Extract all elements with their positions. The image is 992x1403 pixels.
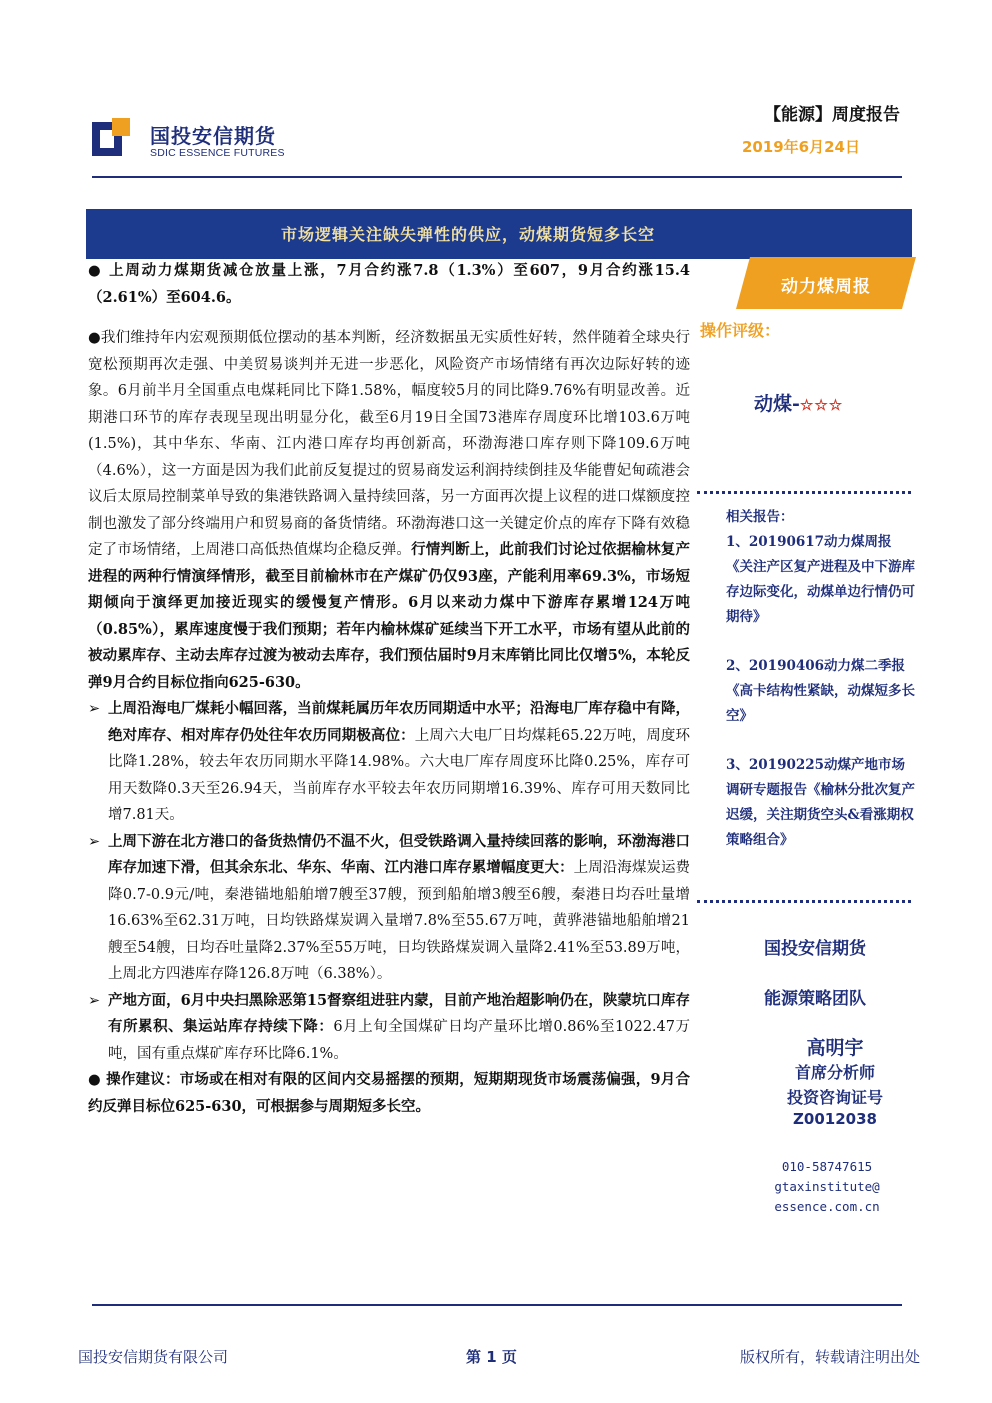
summary-text: ● 上周动力煤期货减仓放量上涨，7月合约涨7.8（1.3%）至607，9月合约涨15.4（2.61%）至604.6。 [88, 262, 690, 306]
logo-chinese-name: 国投安信期货 [150, 124, 276, 148]
footer-divider [92, 1304, 902, 1306]
analysis-paragraph [88, 325, 690, 696]
production-text: 6月上旬全国煤矿日均产量环比增0.86%至1022.47万吨，国有重点煤矿库存环比降6.1%。 [108, 1019, 691, 1062]
report-date: 2019年6月24日 [741, 138, 860, 156]
power-plant-section [88, 696, 690, 829]
weekly-report-tag-label: 动力煤周报 [781, 277, 871, 297]
contact-email-line1[interactable]: gtaxinstitute@ [774, 1179, 880, 1194]
company-logo-icon [92, 118, 136, 156]
analyst-name: 高明宇 [806, 1037, 864, 1059]
contact-email-line2[interactable]: essence.com.cn [774, 1199, 880, 1214]
port-text: 上周沿海煤炭运费降0.7-0.9元/吨，秦港锚地船舶增7艘至37艘，预到船舶增3艘至6艘，秦港日均吞吐量增16.63%至62.31万吨，日均铁路煤炭调入量增7.8%至55.67万吨，黄骅港锚地船舶增21艘至54艘，日均吞吐量降2.37%至55万吨，日均铁路煤炭调入量降2.41%至53.89万吨，上周北方四港库存降126.8万吨（6.38%）。 [108, 860, 690, 982]
logo-english-name: SDIC ESSENCE FUTURES [150, 147, 285, 159]
license-label: 投资咨询证号 [786, 1088, 883, 1107]
related-reports [726, 505, 916, 877]
related-report-item[interactable]: 1、20190617动力煤周报《关注产区复产进程及中下游库存边际变化，动煤单边行情仍可期待》 [726, 534, 915, 625]
power-plant-heading: 上周沿海电厂煤耗小幅回落，当前煤耗属历年农历同期适中水平；沿海电厂库存稳中有降，绝对库存、相对库存仍处往年农历同期极高位： [108, 700, 690, 744]
bullet-arrow-icon: ➢ [88, 833, 101, 850]
operation-advice [88, 1067, 690, 1120]
report-type: 【能源】周度报告 [764, 105, 900, 125]
bullet-arrow-icon: ➢ [88, 992, 101, 1009]
report-title: 市场逻辑关注缺失弹性的供应，动煤期货短多长空 [280, 225, 655, 244]
analysis-text: ●我们维持年内宏观预期低位摆动的基本判断，经济数据虽无实质性好转，然伴随着全球央行宽松预期再次走强、中美贸易谈判并无进一步恶化，风险资产市场情绪有再次边际好转的迹象。6月前半月全国重点电煤耗同比下降1.58%，幅度较5月的同比降9.76%有明显改善。近期港口环节的库存表现呈现出明显分化，截至6月19日全国73港库存周度环比增103.6万吨(1.5%)，其中华东、华南、江内港口库存均再创新高，环渤海港口库存则下降109.6万吨（4.6%），这一方面是因为我们此前反复提过的贸易商发运利润持续倒挂及华能曹妃甸疏港会议后太原局控制菜单导致的集港铁路调入量持续回落，另一方面再次提上议程的进口煤额度控制也激发了部分终端用户和贸易商的备货情绪。环渤海港口这一关键定价点的库存下降有效稳定了市场情绪，上周港口高低热值煤均企稳反弹。 [88, 330, 690, 558]
production-heading: 产地方面，6月中央扫黑除恶第15督察组进驻内蒙，目前产地治超影响仍在，陕蒙坑口库存有所累积、集运站库存持续下降： [108, 991, 690, 1035]
power-plant-text: 上周六大电厂日均煤耗65.22万吨，周度环比降1.28%，较去年农历同期水平降14.98%。六大电厂库存周度环比降0.25%，库存可用天数降0.3天至26.94天，当前库存水平较去年农历同期增16.39%、库存可用天数同比增7.81天。 [108, 727, 690, 823]
sidebar-team: 能源策略团队 [764, 989, 866, 1009]
rating-stars-icon: ☆☆☆ [799, 396, 844, 414]
report-body [88, 258, 690, 1120]
footer-copyright: 版权所有，转载请注明出处 [739, 1348, 920, 1366]
rating-name: 动煤- [754, 393, 800, 415]
weekly-report-tag [736, 257, 916, 309]
page-number: 第 1 页 [466, 1348, 517, 1366]
license-number: Z0012038 [793, 1110, 877, 1128]
contact-phone: 010-58747615 [781, 1159, 873, 1174]
production-section [88, 988, 690, 1068]
analyst-title: 首席分析师 [794, 1063, 875, 1082]
rating-label: 操作评级： [700, 321, 781, 340]
related-title: 相关报告： [726, 509, 794, 525]
port-section [88, 829, 690, 988]
related-report-item[interactable]: 2、20190406动力煤二季报《高卡结构性紧缺，动煤短多长空》 [726, 658, 915, 724]
sidebar-divider [697, 900, 911, 903]
sidebar-divider [697, 491, 911, 494]
market-judgement-text: 行情判断上，此前我们讨论过依据榆林复产进程的两种行情演绎情形，截至目前榆林市在产煤矿仍仅93座，产能利用率69.3%，市场短期倾向于演绎更加接近现实的缓慢复产情形。6月以来动力煤中下游库存累增124万吨（0.85%），累库速度慢于我们预期；若年内榆林煤矿延续当下开工水平，市场有望从此前的被动累库存、主动去库存过渡为被动去库存，我们预估届时9月末库销比同比仅增5%，本轮反弹9月合约目标位指向625-630。 [88, 541, 690, 691]
operation-advice-text: ● 操作建议：市场或在相对有限的区间内交易摇摆的预期，短期期现货市场震荡偏强，9月合约反弹目标位625-630，可根据参与周期短多长空。 [88, 1071, 690, 1115]
summary-paragraph [88, 258, 690, 311]
sidebar-company: 国投安信期货 [764, 939, 866, 959]
related-report-item[interactable]: 3、20190225动煤产地市场调研专题报告《榆林分批次复产迟缓，关注期货空头&看涨期权策略组合》 [726, 757, 915, 848]
rating-value [754, 389, 843, 416]
port-heading: 上周下游在北方港口的备货热情仍不温不火，但受铁路调入量持续回落的影响，环渤海港口库存加速下滑，但其余东北、华东、华南、江内港口库存累增幅度更大： [108, 832, 690, 876]
footer-company: 国投安信期货有限公司 [78, 1348, 229, 1366]
bullet-arrow-icon: ➢ [88, 701, 101, 717]
header-divider [92, 176, 902, 178]
